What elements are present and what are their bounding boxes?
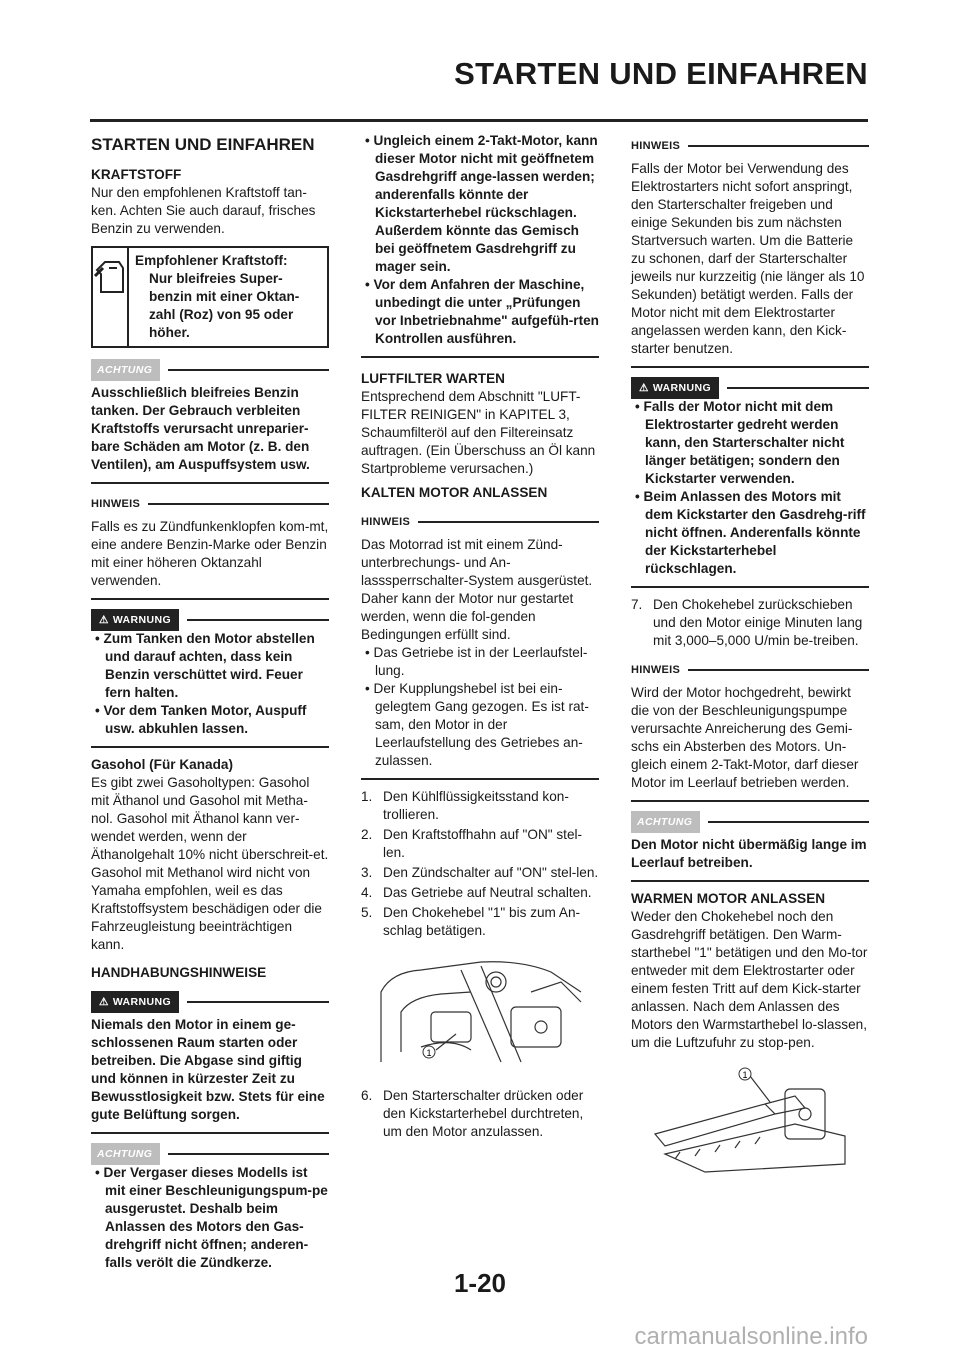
warning-triangle-icon: ⚠: [99, 996, 109, 1008]
list-item: • Der Vergaser dieses Modells ist mit einer Beschleunigungspum-pe ausgerustet. Deshalb beim Anlassen des Motors den Gas-drehgriff nicht öffnen; anderen-falls verölt die Zündkerze.: [91, 1164, 329, 1272]
achtung-notice-1: [91, 360, 329, 484]
page-number: 1-20: [453, 1268, 507, 1298]
warning-label: WARNUNG: [652, 382, 712, 394]
kalt-heading: KALTEN MOTOR ANLASSEN: [361, 485, 548, 500]
list-item: • Zum Tanken den Motor abstellen und darauf achten, dass kein Benzin verschüttet wird. Feuer fern halten.: [91, 630, 329, 702]
achtung-text: Den Motor nicht übermäßig lange im Leerlauf betreiben.: [631, 837, 867, 870]
achtung-text: Ausschließlich bleifreies Benzin tanken. Der Gebrauch verbleiten Kraftstoffs verursacht unreparier-bare Schäden am Motor (z. B. den Ventilen), am Auspuffsystem usw.: [91, 385, 310, 472]
choke-lever-illustration: [361, 952, 599, 1075]
achtung-badge: ACHTUNG: [91, 1143, 160, 1165]
warm-text: Weder den Chokehebel noch den Gasdrehgriff betätigen. Den Warm-starthebel "1" betätigen und den Mo-tor entweder mit dem Elektrostarter oder einem festen Tritt auf dem Kick-starter anlassen. Nach dem Anlassen des Motors den Warmstarthebel lo-slassen, um die Luftzufuhr zu stop-pen.: [631, 909, 868, 1050]
fuel-can-icon: [93, 248, 129, 346]
hot-start-lever-illustration: [645, 1064, 869, 1179]
hinweis-label: HINWEIS: [631, 664, 681, 676]
list-item: 5. Den Chokehebel "1" bis zum An-schlag betätigen.: [361, 905, 581, 938]
hinweis-label: HINWEIS: [361, 516, 411, 528]
list-item: 7. Den Chokehebel zurückschieben und den Motor einige Minuten lang mit 3,000–5,000 U/min be-treiben.: [631, 597, 863, 648]
fuel-recommendation-box: [91, 246, 329, 348]
callout-number: 1: [426, 1048, 432, 1058]
warnung-notice-2: [91, 992, 329, 1134]
hinweis-notice-1: [631, 136, 869, 368]
hinweis-label: HINWEIS: [631, 140, 681, 152]
kraftstoff-text: Nur den empfohlenen Kraftstoff tan-ken. Achten Sie auch darauf, frisches Benzin zu verwenden.: [91, 185, 316, 236]
list-item: • Vor dem Tanken Motor, Auspuff usw. abkuhlen lassen.: [91, 702, 329, 738]
warning-label: WARNUNG: [112, 614, 172, 626]
gasohol-text: Es gibt zwei Gasoholtypen: Gasohol mit Äthanol und Gasohol mit Metha-nol. Gasohol mit Äthanol kann ver-wendet werden, wenn der Äthanolgehalt 10% nicht überschreit-et. Gasohol mit Methanol wird nicht von Yamaha empfohlen, weil es das Kraftstoffsystem beschädigen oder die Fahrzeugleistung beeinträchtigen kann.: [91, 775, 329, 952]
list-item: • Der Kupplungshebel ist bei ein-gelegtem Gang gezogen. Es ist rat-sam, den Motor in der Leerlaufstellung des Getriebes an-zulassen.: [361, 680, 599, 770]
section-title: STARTEN UND EINFAHREN: [91, 135, 315, 154]
achtung-badge: ACHTUNG: [631, 811, 700, 833]
hinweis-text: Wird der Motor hochgedreht, bewirkt die von der Beschleunigungspumpe verursachte Anreicherung des Gemi-schs ein Absterben des Motors. Un-gleich einem 2-Takt-Motor, darf dieser Motor im Leerlauf betrieben werden.: [631, 685, 859, 790]
column-3: [631, 132, 869, 1191]
header-rule: [90, 119, 868, 122]
warning-text: Niemals den Motor in einem ge-schlossenen Raum starten oder betreiben. Die Abgase sind giftig und können in kürzester Zeit zu Bewusstlosigkeit bzw. Stets für eine gute Belüftung sorgen.: [91, 1017, 325, 1122]
gasohol-heading: Gasohol (Für Kanada): [91, 757, 233, 772]
list-item: 4. Das Getriebe auf Neutral schalten.: [361, 885, 592, 900]
warnung-notice: [631, 378, 869, 588]
warning-badge: [91, 991, 179, 1013]
hinweis-text: Falls der Motor bei Verwendung des Elektrostarters nicht sofort anspringt, den Starterschalter freigeben und einige Sekunden bis zum nächsten Startversuch warten. Um die Batterie zu schonen, darf der Starterschalter jeweils nur kurzzeitig (nie länger als 10 Sekunden) betätigt werden. Falls der Motor nicht mit dem Elektrostarter angelassen werden kann, den Kick-starter benutzen.: [631, 161, 865, 356]
hinweis-label: HINWEIS: [91, 498, 141, 510]
list-item: 1. Den Kühlflüssigkeitsstand kon-trollieren.: [361, 789, 569, 822]
callout-number: 1: [742, 1070, 748, 1080]
steps-list: [361, 788, 599, 940]
list-item: • Ungleich einem 2-Takt-Motor, kann dieser Motor nicht mit geöffnetem Gasdrehgriff ange-lassen werden; anderenfalls könnte der Kickstarterhebel rückschlagen. Außerdem könnte das Gemisch bei geöffnetem Gasdrehgriff zu mager sein.: [361, 132, 599, 276]
luftfilter-text: Entsprechend dem Abschnitt "LUFT-FILTER REINIGEN" in KAPITEL 3, Schaumfilteröl auf den Filtereinsatz auftragen. (Ein Überschuss an Öl kann Startprobleme verursachen.): [361, 389, 596, 476]
list-item: 2. Den Kraftstoffhahn auf "ON" stel-len.: [361, 827, 583, 860]
list-item: • Falls der Motor nicht mit dem Elektrostarter gedreht werden kann, den Starterschalter nicht länger betätigen; sondern den Kickstarter verwenden.: [631, 398, 869, 488]
list-item: • Vor dem Anfahren der Maschine, unbedingt die unter „Prüfungen vor Inbetriebnahme" aufgefüh-rten Kontrollen ausführen.: [361, 276, 599, 348]
kraftstoff-heading: KRAFTSTOFF: [91, 167, 182, 182]
achtung-badge: ACHTUNG: [91, 359, 160, 381]
column-1: [91, 132, 329, 1280]
hinweis-text: Das Motorrad ist mit einem Zünd-unterbrechungs- und An-lasssperrschalter-System ausgerüstet. Daher kann der Motor nur gestartet werden, wenn die fol-genden Bedingungen erfüllt sind.: [361, 537, 593, 642]
list-item: 3. Den Zündschalter auf "ON" stel-len.: [361, 865, 599, 880]
list-item: • Das Getriebe ist in der Leerlaufstel-lung.: [361, 644, 599, 680]
watermark: carmanualsonline.info: [634, 1323, 868, 1350]
list-item: • Beim Anlassen des Motors mit dem Kickstarter den Gasdrehg-riff nicht öffnen. Anderenfalls könnte der Kickstarterhebel rückschlagen.: [631, 488, 869, 578]
achtung-notice-2: [91, 1144, 329, 1272]
column-2: [361, 132, 599, 1147]
handhabung-heading: HANDHABUNGSHINWEISE: [91, 965, 267, 980]
warm-heading: WARMEN MOTOR ANLASSEN: [631, 891, 826, 906]
hinweis-notice: [361, 512, 599, 780]
luftfilter-heading: LUFTFILTER WARTEN: [361, 371, 505, 386]
hinweis-notice-2: [631, 660, 869, 802]
achtung-notice: [631, 812, 869, 882]
hinweis-text: Falls es zu Zündfunkenklopfen kom-mt, eine andere Benzin-Marke oder Benzin mit einer höheren Oktanzahl verwenden.: [91, 519, 329, 588]
list-item: 6. Den Starterschalter drücken oder den Kickstarterhebel durchtreten, um den Motor anzulassen.: [361, 1088, 584, 1139]
fuel-box-title: Empfohlener Kraftstoff:: [135, 253, 288, 268]
warning-label: WARNUNG: [112, 996, 172, 1008]
hinweis-notice-1: [91, 494, 329, 600]
page-header-title: STARTEN UND EINFAHREN: [454, 56, 868, 91]
warning-triangle-icon: ⚠: [639, 382, 649, 394]
warnung-notice-1: [91, 610, 329, 748]
warning-triangle-icon: ⚠: [99, 614, 109, 626]
fuel-box-text: Nur bleifreies Super-benzin mit einer Oktan-zahl (Roz) von 95 oder höher.: [149, 271, 300, 340]
warning-badge: [631, 377, 719, 399]
warning-badge: [91, 609, 179, 631]
